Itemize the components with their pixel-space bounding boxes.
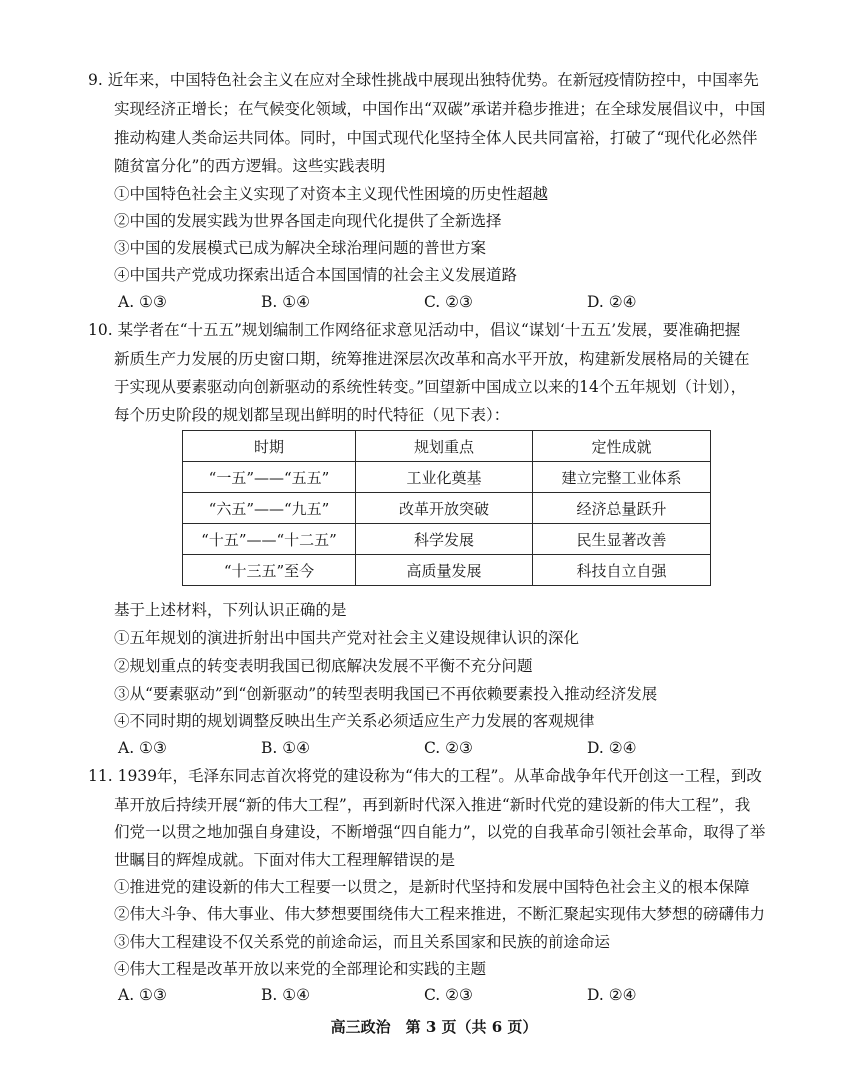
question-9-statement: ②中国的发展实践为世界各国走向现代化提供了全新选择 bbox=[114, 212, 502, 230]
question-9-statement: ①中国特色社会主义实现了对资本主义现代性困境的历史性超越 bbox=[114, 185, 549, 203]
question-10-stem-line: 每个历史阶段的规划都呈现出鲜明的时代特征（见下表）： bbox=[114, 406, 510, 424]
question-9-stem-line: 9. 近年来，中国特色社会主义在应对全球性挑战中展现出独特优势。在新冠疫情防控中，中国率先 bbox=[88, 71, 759, 89]
table-cell: 民生显著改善 bbox=[533, 524, 711, 555]
page-footer: 高三政治 第 3 页（共 6 页） bbox=[330, 1018, 538, 1036]
question-9-statement: ④中国共产党成功探索出适合本国国情的社会主义发展道路 bbox=[114, 266, 518, 284]
option-b: B. ①④ bbox=[261, 739, 311, 757]
question-11-statement: ④伟大工程是改革开放以来党的全部理论和实践的主题 bbox=[114, 960, 487, 978]
table-cell: 工业化奠基 bbox=[356, 462, 533, 493]
question-11-stem-line: 革开放后持续开展“新的伟大工程”，再到新时代深入推进“新时代党的建设新的伟大工程”，我 bbox=[114, 796, 751, 814]
question-10-statement: ①五年规划的演进折射出中国共产党对社会主义建设规律认识的深化 bbox=[114, 629, 580, 647]
table-header-cell: 时期 bbox=[183, 431, 356, 462]
table-cell: 建立完整工业体系 bbox=[533, 462, 711, 493]
question-9-stem-line: 实现经济正增长；在气候变化领域，中国作出“双碳”承诺并稳步推进；在全球发展倡议中，中国 bbox=[114, 100, 766, 118]
option-c: C. ②③ bbox=[424, 739, 473, 757]
table-cell: “十五”——“十二五” bbox=[183, 524, 356, 555]
table-row bbox=[183, 524, 711, 555]
question-11-options bbox=[118, 985, 758, 1005]
table-cell: “十三五”至今 bbox=[183, 555, 356, 586]
table-cell: “一五”——“五五” bbox=[183, 462, 356, 493]
question-10-statement: ②规划重点的转变表明我国已彻底解决发展不平衡不充分问题 bbox=[114, 657, 533, 675]
table-header-cell: 定性成就 bbox=[533, 431, 711, 462]
question-9-stem-line: 随贫富分化”的西方逻辑。这些实践表明 bbox=[114, 157, 386, 175]
question-11-stem-line: 们党一以贯之地加强自身建设，不断增强“四自能力”，以党的自我革命引领社会革命，取得了举 bbox=[114, 823, 766, 841]
option-c: C. ②③ bbox=[424, 986, 473, 1004]
question-10-stem-line: 新质生产力发展的历史窗口期，统筹推进深层次改革和高水平开放，构建新发展格局的关键在 bbox=[114, 350, 750, 368]
option-b: B. ①④ bbox=[261, 293, 311, 311]
table-header-row bbox=[183, 431, 711, 462]
option-d: D. ②④ bbox=[587, 293, 637, 311]
question-11-statement: ②伟大斗争、伟大事业、伟大梦想要围绕伟大工程来推进，不断汇聚起实现伟大梦想的磅礴伟力 bbox=[114, 905, 766, 923]
question-9-options bbox=[118, 292, 758, 312]
question-9-statement: ③中国的发展模式已成为解决全球治理问题的普世方案 bbox=[114, 239, 487, 257]
option-a: A. ①③ bbox=[118, 293, 167, 311]
option-c: C. ②③ bbox=[424, 293, 473, 311]
table-cell: 改革开放突破 bbox=[356, 493, 533, 524]
table-row bbox=[183, 462, 711, 493]
question-10-stem-line: 于实现从要素驱动向创新驱动的系统性转变。”回望新中国成立以来的14个五年规划（计划）， bbox=[114, 378, 747, 396]
question-11-statement: ①推进党的建设新的伟大工程要一以贯之，是新时代坚持和发展中国特色社会主义的根本保障 bbox=[114, 878, 750, 896]
question-10-stem-line: 10. 某学者在“十五五”规划编制工作网络征求意见活动中，倡议“谋划‘十五五’发展，要准确把握 bbox=[88, 321, 741, 339]
table-cell: 科学发展 bbox=[356, 524, 533, 555]
table-cell: “六五”——“九五” bbox=[183, 493, 356, 524]
table-row bbox=[183, 555, 711, 586]
question-10-statement: ④不同时期的规划调整反映出生产关系必须适应生产力发展的客观规律 bbox=[114, 712, 595, 730]
option-d: D. ②④ bbox=[587, 739, 637, 757]
question-10-prompt: 基于上述材料，下列认识正确的是 bbox=[114, 601, 347, 619]
table-cell: 高质量发展 bbox=[356, 555, 533, 586]
five-year-plan-table bbox=[182, 430, 711, 586]
question-11-stem-line: 11. 1939年，毛泽东同志首次将党的建设称为“伟大的工程”。从革命战争年代开创这一工程，到改 bbox=[88, 767, 762, 785]
table-row bbox=[183, 493, 711, 524]
option-d: D. ②④ bbox=[587, 986, 637, 1004]
option-a: A. ①③ bbox=[118, 986, 167, 1004]
option-a: A. ①③ bbox=[118, 739, 167, 757]
option-b: B. ①④ bbox=[261, 986, 311, 1004]
question-11-statement: ③伟大工程建设不仅关系党的前途命运，而且关系国家和民族的前途命运 bbox=[114, 933, 611, 951]
question-10-options bbox=[118, 738, 758, 758]
question-9-stem-line: 推动构建人类命运共同体。同时，中国式现代化坚持全体人民共同富裕，打破了“现代化必然伴 bbox=[114, 129, 758, 147]
table-cell: 科技自立自强 bbox=[533, 555, 711, 586]
table-cell: 经济总量跃升 bbox=[533, 493, 711, 524]
table-header-cell: 规划重点 bbox=[356, 431, 533, 462]
question-10-statement: ③从“要素驱动”到“创新驱动”的转型表明我国已不再依赖要素投入推动经济发展 bbox=[114, 685, 658, 703]
question-11-stem-line: 世瞩目的辉煌成就。下面对伟大工程理解错误的是 bbox=[114, 851, 456, 869]
